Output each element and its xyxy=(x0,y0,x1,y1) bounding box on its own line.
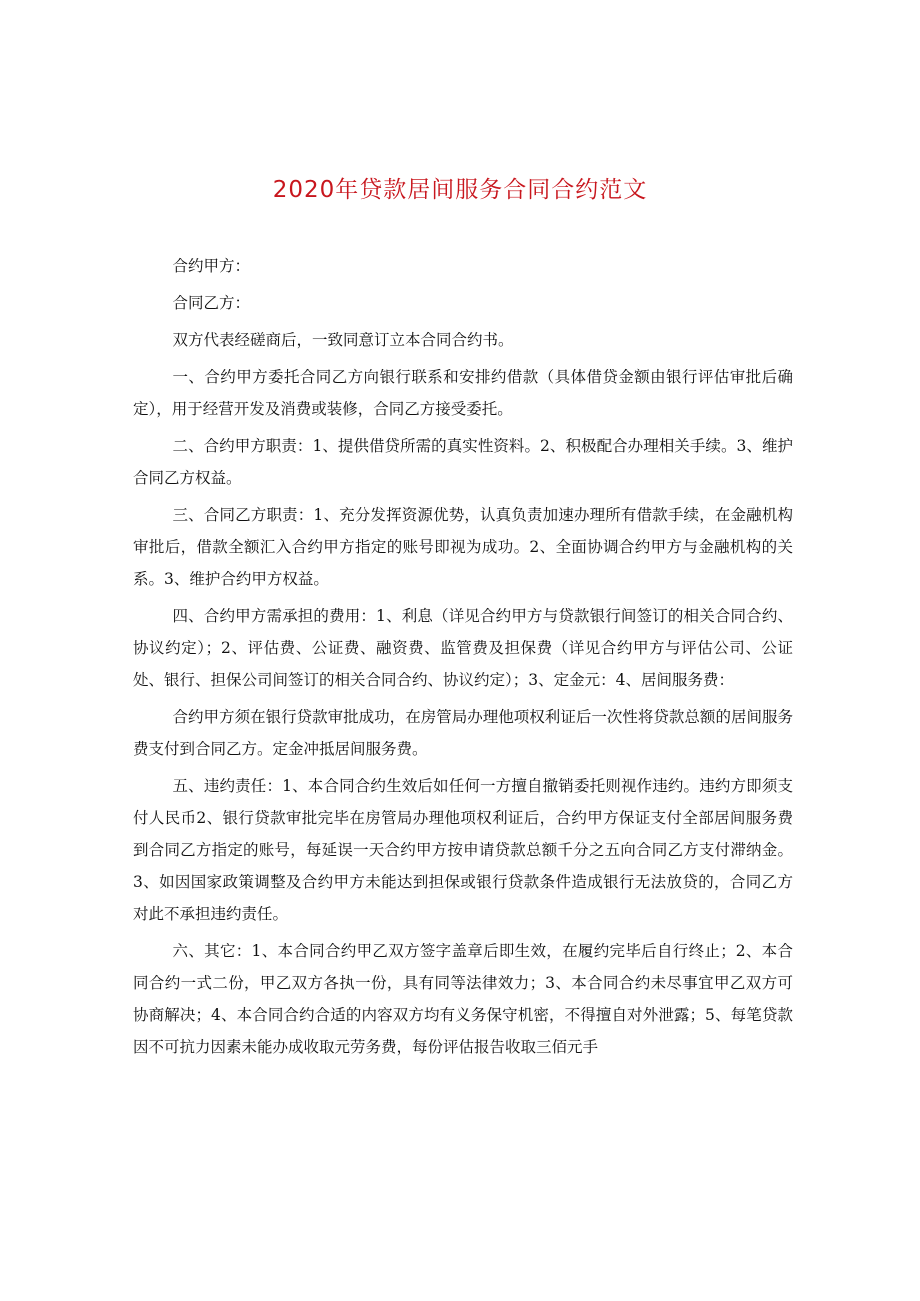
clause-1: 一、合约甲方委托合同乙方向银行联系和安排约借款（具体借贷金额由银行评估审批后确定），用于经营开发及消费或装修，合同乙方接受委托。 xyxy=(133,368,793,418)
document-body xyxy=(133,250,793,1068)
clause-6: 六、其它：1、本合同合约甲乙双方签字盖章后即生效，在履约完毕后自行终止；2、本合同合约一式二份，甲乙双方各执一份，具有同等法律效力；3、本合同合约未尽事宜甲乙双方可协商解决；4、本合同合约合适的内容双方均有义务保守机密，不得擅自对外泄露；5、每笔贷款因不可抗力因素未能办成收取元劳务费，每份评估报告收取三佰元手 xyxy=(133,942,793,1056)
clause-5: 五、违约责任：1、本合同合约生效后如任何一方擅自撤销委托则视作违约。违约方即须支付人民币2、银行贷款审批完毕在房管局办理他项权利证后，合约甲方保证支付全部居间服务费到合同乙方指定的账号，每延误一天合约甲方按申请贷款总额千分之五向合同乙方支付滞纳金。3、如因国家政策调整及合约甲方未能达到担保或银行贷款条件造成银行无法放贷的，合同乙方对此不承担违约责任。 xyxy=(133,777,793,923)
party-a-line: 合约甲方： xyxy=(172,257,251,275)
clause-4-note: 合约甲方须在银行贷款审批成功，在房管局办理他项权利证后一次性将贷款总额的居间服务费支付到合同乙方。定金冲抵居间服务费。 xyxy=(133,708,793,758)
clause-2: 二、合约甲方职责：1、提供借贷所需的真实性资料。2、积极配合办理相关手续。3、维护合同乙方权益。 xyxy=(133,437,793,487)
document-title: 2020年贷款居间服务合同合约范文 xyxy=(272,177,648,203)
clause-3: 三、合同乙方职责：1、充分发挥资源优势，认真负责加速办理所有借款手续，在金融机构审批后，借款全额汇入合约甲方指定的账号即视为成功。2、全面协调合约甲方与金融机构的关系。3、维护合约甲方权益。 xyxy=(133,506,793,588)
clause-4: 四、合约甲方需承担的费用：1、利息（详见合约甲方与贷款银行间签订的相关合同合约、协议约定）；2、评估费、公证费、融资费、监管费及担保费（详见合约甲方与评估公司、公证处、银行、担保公司间签订的相关合同合约、协议约定）；3、定金元：4、居间服务费： xyxy=(133,607,793,689)
agreement-intro: 双方代表经磋商后，一致同意订立本合同合约书。 xyxy=(172,331,514,349)
party-b-line: 合同乙方： xyxy=(172,294,251,312)
